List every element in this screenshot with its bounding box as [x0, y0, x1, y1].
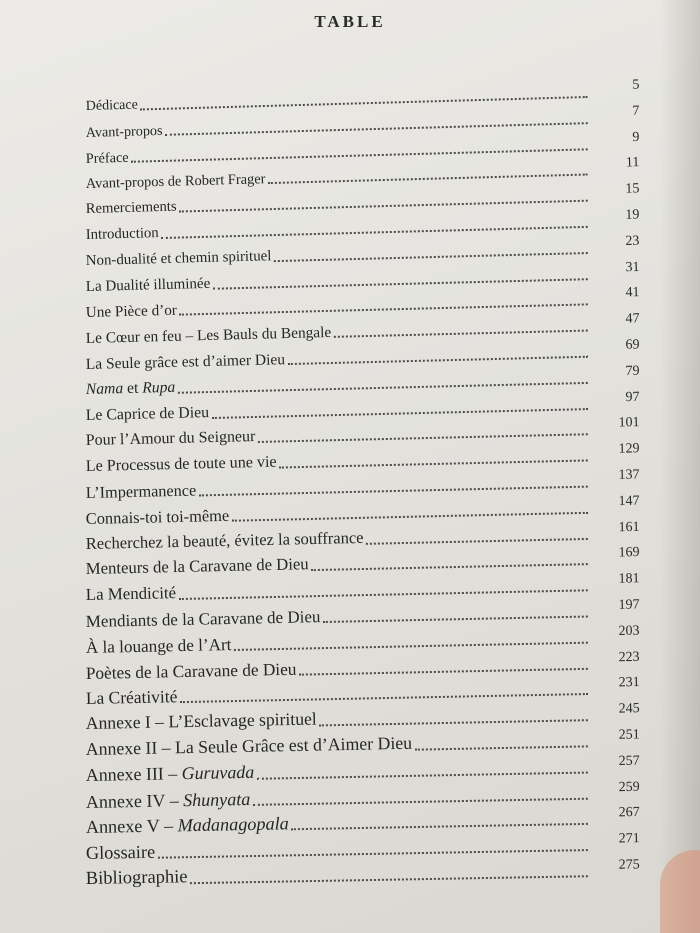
toc-entry-title	[86, 352, 286, 372]
toc-page-number: 223	[618, 649, 640, 665]
toc-page-number: 101	[618, 415, 640, 431]
toc-title-italic-part: Rupa	[142, 378, 176, 397]
toc-title-italic-part: Nama	[85, 380, 124, 399]
toc-title-part: Recherchez la beauté, évitez la souffrance	[85, 527, 364, 554]
toc-title-part: Annexe IV –	[85, 789, 184, 812]
toc-title-italic-part: Madanagopala	[177, 813, 289, 836]
toc-page-number: 259	[618, 779, 640, 795]
toc-entry-title	[86, 124, 163, 140]
toc-page-number: 5	[632, 77, 640, 93]
toc-entry-title	[86, 405, 210, 424]
toc-page-number: 31	[625, 259, 640, 275]
toc-title-part: Menteurs de la Caravane de Dieu	[85, 554, 309, 579]
toc-entry-title	[86, 226, 159, 243]
toc-page-number: 97	[625, 389, 640, 405]
toc-page-number: 19	[625, 207, 640, 223]
toc-page-number: 267	[618, 805, 640, 821]
dot-leader	[257, 771, 588, 779]
dot-leader	[299, 667, 588, 675]
toc-title-part: Annexe III –	[85, 763, 182, 785]
toc-page-number: 197	[618, 597, 640, 613]
toc-page-number: 69	[625, 337, 640, 353]
toc-page-number: 79	[625, 363, 640, 379]
toc-title-part: Pour l’Amour du Seigneur	[85, 428, 256, 450]
toc-title-part: Glossaire	[85, 841, 156, 863]
toc-title-part: Introduction	[85, 225, 159, 244]
toc-title-part: Le Caprice de Dieu	[85, 403, 210, 424]
toc-title-part: L’Impermanence	[85, 481, 197, 502]
toc-title-part: Avant-propos de Robert Frager	[85, 171, 266, 192]
toc-page-number: 161	[618, 519, 640, 535]
toc-page-number: 47	[625, 311, 640, 327]
dot-leader	[366, 538, 588, 545]
toc-page-number: 129	[618, 441, 640, 457]
toc-entry-title	[86, 380, 176, 398]
toc-entry-title	[86, 482, 197, 501]
toc-title-part: Avant-propos	[85, 122, 163, 141]
toc-title-part: et	[122, 379, 143, 398]
dot-leader	[287, 356, 587, 365]
toc-entry-title	[86, 150, 129, 165]
toc-page-number: 15	[625, 181, 640, 197]
page-title: TABLE	[314, 12, 386, 31]
toc-page-number: 7	[632, 103, 640, 119]
toc-title-part: La Créativité	[85, 686, 178, 708]
toc-entry-title	[86, 455, 277, 475]
toc-title-part: Non-dualité et chemin spirituel	[85, 248, 272, 269]
toc-title-italic-part: Guruvada	[181, 761, 255, 784]
toc-title-part: Une Pièce d’or	[85, 301, 178, 322]
dot-leader	[291, 823, 588, 830]
toc-title-part: Le Cœur en feu – Les Bauls du Bengale	[85, 323, 332, 347]
toc-entry-title	[86, 660, 297, 682]
toc-title-part: À la louange de l’Art	[85, 634, 232, 657]
toc-entry	[85, 857, 640, 889]
toc-entry-title	[86, 688, 178, 707]
toc-entry-title	[86, 99, 138, 114]
toc-title-part: Préface	[85, 149, 129, 167]
toc-page-number: 41	[625, 285, 640, 301]
toc-entry-title	[86, 585, 177, 604]
toc-page-number: 147	[618, 493, 640, 509]
toc-page-number: 169	[618, 545, 640, 561]
dot-leader	[311, 564, 588, 572]
toc-title-part: Bibliographie	[85, 866, 188, 889]
toc-entry-title	[86, 200, 177, 217]
toc-entry-title	[85, 527, 364, 554]
toc-page-number: 23	[625, 233, 640, 249]
dot-leader	[323, 615, 588, 623]
toc-page-number: 11	[625, 155, 640, 171]
toc-title-part: Remerciements	[85, 199, 177, 218]
toc-entry-title	[86, 429, 256, 449]
toc-entry-title	[86, 303, 177, 320]
toc-page-number: 231	[618, 675, 640, 691]
toc-title-part: Annexe V –	[85, 815, 178, 838]
toc-title-part: Connais-toi toi-même	[85, 505, 230, 528]
dot-leader	[334, 330, 588, 338]
dot-leader	[190, 875, 588, 884]
dot-leader	[234, 641, 588, 650]
toc-entry-title	[86, 790, 251, 811]
toc-page-number: 9	[632, 129, 640, 145]
toc-title-part: La Dualité illuminée	[85, 275, 211, 295]
dot-leader	[253, 797, 588, 805]
toc-title-part: La Mendicité	[85, 583, 177, 605]
dot-leader	[279, 460, 588, 469]
toc-title-part: Annexe II – La Seule Grâce est d’Aimer Dieu	[85, 732, 413, 760]
dot-leader	[319, 719, 588, 726]
dot-leader	[414, 745, 587, 750]
toc-title-italic-part: Shunyata	[182, 788, 251, 810]
toc-page-number: 137	[618, 467, 640, 483]
toc-entry-title	[86, 249, 272, 269]
toc-entry-title	[86, 608, 321, 630]
dot-leader	[232, 512, 588, 522]
toc-entry-title	[86, 172, 266, 191]
toc-title-part: Le Processus de toute une vie	[85, 453, 277, 476]
toc-title-part: Mendiants de la Caravane de Dieu	[85, 607, 321, 631]
toc-title-part: Dédicace	[85, 97, 139, 114]
toc-page-number: 203	[618, 623, 640, 639]
toc-entry-title	[86, 843, 156, 863]
toc-title-part: Poètes de la Caravane de Dieu	[85, 659, 297, 683]
toc-page-number: 181	[618, 571, 640, 587]
toc-page-number: 271	[618, 831, 640, 847]
toc-page-number: 245	[618, 701, 640, 717]
toc-entry-title	[85, 732, 413, 760]
toc-entry-title	[86, 636, 232, 656]
toc-entry-title	[86, 507, 230, 527]
toc-entry-title	[86, 325, 332, 346]
toc-title-part: Annexe I – L’Esclavage spirituel	[85, 709, 317, 734]
toc-title-part: La Seule grâce est d’aimer Dieu	[85, 350, 286, 373]
toc-entry-title	[86, 276, 211, 294]
toc-entry-title	[86, 815, 289, 837]
toc-page-number: 275	[618, 857, 640, 873]
toc-page-number: 251	[618, 727, 640, 743]
toc-entry-title	[86, 711, 317, 733]
toc-entry-title	[86, 868, 188, 888]
toc-entry-title	[85, 554, 309, 579]
toc-entry-title	[85, 761, 255, 785]
toc-page-number: 257	[618, 753, 640, 769]
